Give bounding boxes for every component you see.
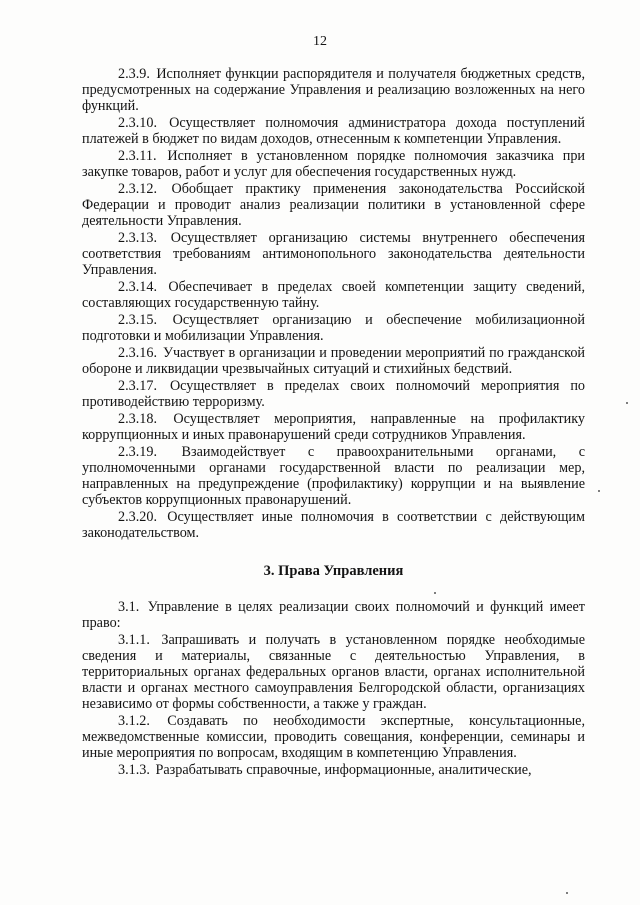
paragraph-2-3-14 xyxy=(82,279,585,311)
clause-text: Обеспечивает в пределах своей компетенции защиту сведений, составляющих государственную тайну. xyxy=(82,279,586,311)
page-number: 12 xyxy=(313,34,327,49)
paragraph-3-1 xyxy=(82,599,585,631)
scan-speck xyxy=(566,892,568,894)
clause-text: Взаимодействует с правоохранительными органами, с уполномоченными органами государственной власти по реализации мер, направленных на предупреждение (профилактику) коррупции и на выявление субъектов коррупционных правонарушений. xyxy=(82,444,585,508)
clause-text: Осуществляет организацию и обеспечение мобилизационной подготовки и мобилизации Управления. xyxy=(82,312,585,344)
clause-number: 2.3.15. xyxy=(118,312,158,328)
clause-number: 2.3.9. xyxy=(118,66,150,82)
paragraph-2-3-10 xyxy=(82,115,585,147)
clause-number: 2.3.16. xyxy=(118,345,158,361)
clause-text: Осуществляет организацию системы внутреннего обеспечения соответствия требованиям антимонопольного законодательства деятельности Управления. xyxy=(82,230,586,278)
paragraph-2-3-17 xyxy=(82,378,585,410)
clause-number: 3.1.3. xyxy=(118,762,150,778)
paragraph-3-1-1 xyxy=(82,632,585,712)
paragraph-2-3-9 xyxy=(82,66,585,114)
clause-text: Исполняет функции распорядителя и получателя бюджетных средств, предусмотренных на содержание Управления и реализацию возложенных на него функций. xyxy=(82,66,585,114)
clause-number: 2.3.11. xyxy=(118,148,157,164)
paragraph-2-3-18 xyxy=(82,411,585,443)
paragraph-2-3-11 xyxy=(82,148,585,180)
clause-text: Управление в целях реализации своих полномочий и функций имеет право: xyxy=(82,599,585,631)
clause-number: 2.3.20. xyxy=(118,509,158,525)
paragraph-2-3-19 xyxy=(82,444,585,508)
clause-number: 2.3.12. xyxy=(118,181,158,197)
clause-number: 2.3.18. xyxy=(118,411,158,427)
clause-number: 2.3.17. xyxy=(118,378,158,394)
document-body xyxy=(82,66,585,779)
paragraph-3-1-3 xyxy=(82,762,585,778)
paragraph-2-3-15 xyxy=(82,312,585,344)
clause-number: 2.3.10. xyxy=(118,115,158,131)
clause-number: 3.1. xyxy=(118,599,140,615)
clause-text: Создавать по необходимости экспертные, консультационные, межведомственные комиссии, проводить совещания, конференции, семинары и иные мероприятия по вопросам, входящим в компетенцию Управления. xyxy=(82,713,585,761)
clause-text: Исполняет в установленном порядке полномочия заказчика при закупке товаров, работ и услуг для обеспечения государственных нужд. xyxy=(82,148,585,180)
scan-speck xyxy=(434,592,436,594)
clause-number: 2.3.19. xyxy=(118,444,158,460)
clause-text: Разрабатывать справочные, информационные, аналитические, xyxy=(155,762,532,778)
clause-number: 3.1.1. xyxy=(118,632,150,648)
paragraph-2-3-13 xyxy=(82,230,585,278)
paragraph-2-3-20 xyxy=(82,509,585,541)
clause-text: Осуществляет мероприятия, направленные на профилактику коррупционных и иных правонарушений среди сотрудников Управления. xyxy=(82,411,585,443)
paragraph-2-3-16 xyxy=(82,345,585,377)
scan-speck xyxy=(598,490,600,492)
paragraph-3-1-2 xyxy=(82,713,585,761)
clause-text: Участвует в организации и проведении мероприятий по гражданской обороне и ликвидации чрезвычайных ситуаций и стихийных бедствий. xyxy=(82,345,586,377)
clause-number: 2.3.13. xyxy=(118,230,158,246)
clause-text: Запрашивать и получать в установленном порядке необходимые сведения и материалы, связанные с деятельностью Управления, в территориальных органах федеральных органов власти, органах исполнительной власти и органах местного самоуправления Белгородской области, организациях независимо от формы собственности, а также у граждан. xyxy=(82,632,586,712)
clause-text: Осуществляет полномочия администратора дохода поступлений платежей в бюджет по видам доходов, отнесенным к компетенции Управления. xyxy=(82,115,585,147)
clause-number: 3.1.2. xyxy=(118,713,150,729)
clause-text: Осуществляет в пределах своих полномочий мероприятия по противодействию терроризму. xyxy=(82,378,586,410)
clause-number: 2.3.14. xyxy=(118,279,158,295)
scan-speck xyxy=(626,402,628,404)
clause-text: Обобщает практику применения законодательства Российской Федерации и проводит анализ реализации политики в установленной сфере деятельности Управления. xyxy=(82,181,586,229)
clause-text: Осуществляет иные полномочия в соответствии с действующим законодательством. xyxy=(82,509,585,541)
paragraph-2-3-12 xyxy=(82,181,585,229)
section-heading: 3. Права Управления xyxy=(263,563,404,579)
